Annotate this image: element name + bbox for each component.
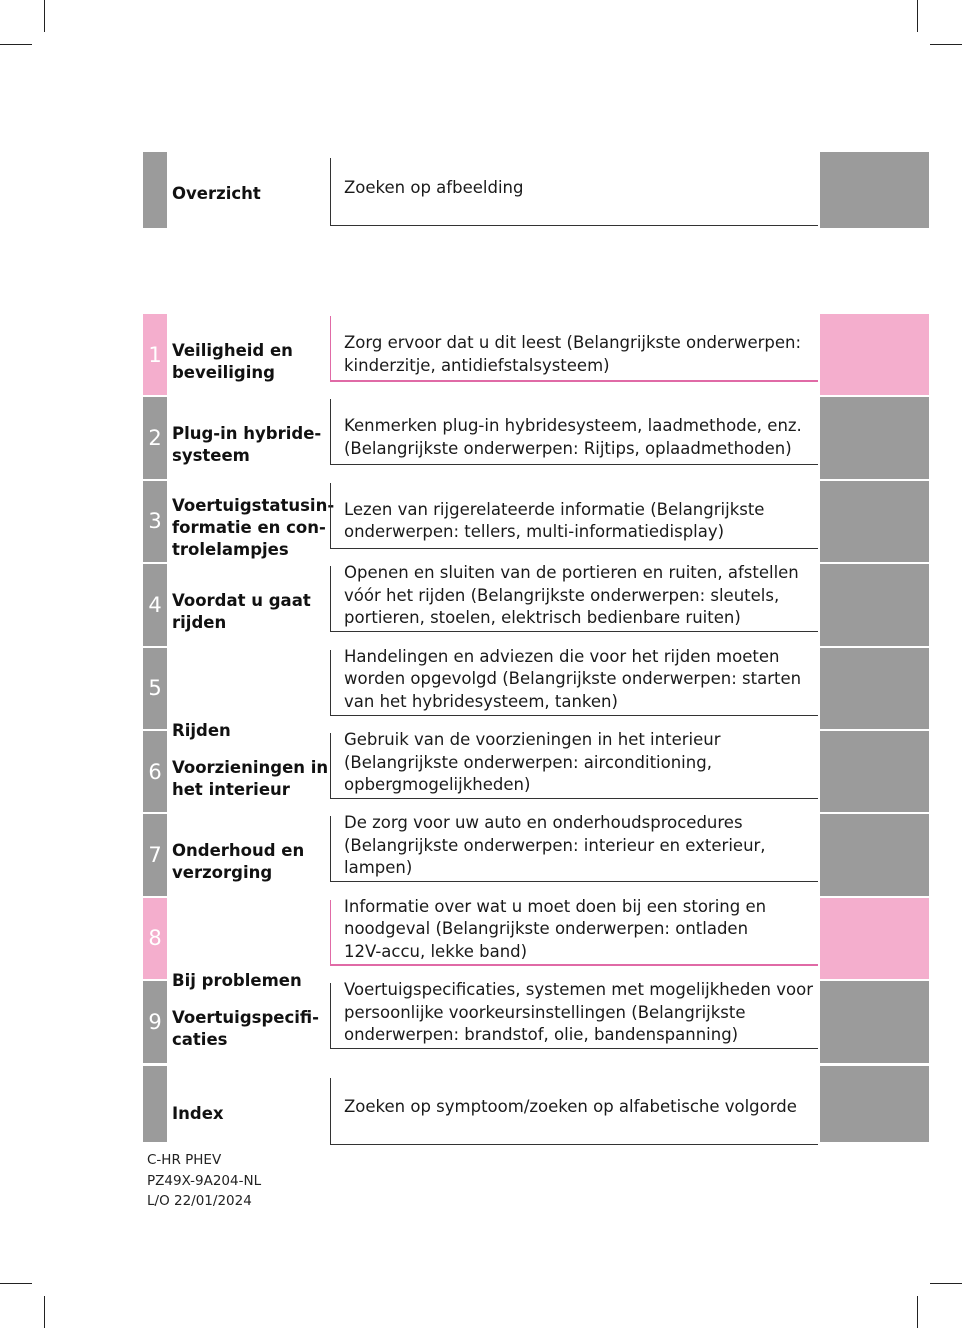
chapter-number: 8 [148,926,162,951]
chapter-tab [143,731,167,812]
chapter-number: 2 [148,426,162,451]
chapter-title-line: Onderhoud en [172,841,305,861]
chapter-title-line: Bij problemen [172,970,302,990]
crop-mark [0,44,32,45]
chapter-title [172,1007,330,1051]
chapter-number: 6 [148,759,162,784]
chapter-description-line: Handelingen en adviezen die voor het rijden moeten [344,646,780,666]
chapter-number: 4 [148,592,162,617]
chapter-description [344,646,814,714]
chapter-description-line: Kenmerken plug-in hybridesysteem, laadmethode, enz. [344,416,802,436]
chapter-thumb-tab [820,564,929,645]
chapter-description [344,896,814,964]
chapter-description-line: onderwerpen: tellers, multi-informatiedisplay) [344,522,725,542]
chapter-description [344,415,814,460]
chapter-thumb-tab [820,648,929,729]
index-thumb-tab [820,1066,929,1142]
chapter-title [172,970,330,992]
chapter-number: 5 [148,676,162,701]
chapter-description-line: Zorg ervoor dat u dit leest (Belangrijkste onderwerpen: [344,333,802,352]
chapter-number: 7 [148,843,162,868]
chapter-tab [143,481,167,562]
chapter-title [172,757,330,801]
chapter-number: 1 [148,342,162,367]
chapter-description-line: 12V-accu, lekke band) [344,941,528,961]
chapter-thumb-tab [820,731,929,812]
crop-mark [917,1296,918,1328]
chapter-title [172,340,330,384]
index-tab [143,1066,167,1142]
chapter-description [344,499,814,544]
crop-mark [44,1296,45,1328]
chapter-description-line: Gebruik van de voorzieningen in het interieur [344,730,721,749]
chapter-thumb-tab [820,314,929,395]
chapter-description-line: vóór het rijden (Belangrijkste onderwerpen: sleutels, [344,585,780,605]
chapter-description-line: (Belangrijkste onderwerpen: interieur en exterieur, [344,835,766,855]
crop-mark [0,1283,32,1284]
chapter-description-line: Lezen van rijgerelateerde informatie (Belangrijkste [344,499,765,519]
chapter-tab [143,648,167,729]
crop-mark [917,0,918,32]
chapter-title-line: rijden [172,613,227,633]
chapter-title-line: Voordat u gaat [172,591,311,611]
chapter-description [344,562,814,630]
chapter-title [172,840,330,884]
chapter-title-line: het interieur [172,780,290,799]
chapter-description [344,812,814,880]
crop-mark [930,1283,962,1284]
chapter-description-line: worden opgevolgd (Belangrijkste onderwerpen: starten [344,669,802,689]
chapter-title-line: Voertuigstatusin- [172,495,335,515]
chapter-thumb-tab [820,898,929,979]
chapter-title-line: Voertuigspecifi- [172,1008,319,1028]
chapter-title-line: Veiligheid en [172,341,293,360]
chapter-title [172,720,330,742]
chapter-thumb-tab [820,981,929,1062]
chapter-description-line: van het hybridesysteem, tanken) [344,691,618,711]
chapter-title-line: formatie en con- [172,517,326,537]
chapter-tab [143,564,167,645]
footer-date: L/O 22/01/2024 [147,1193,252,1209]
chapter-tab [143,898,167,979]
chapter-title-line: Rijden [172,720,231,740]
index-description: Zoeken op symptoom/zoeken op alfabetische volgorde [344,1097,797,1116]
chapter-description-line: portieren, stoelen, elektrisch bedienbare ruiten) [344,608,741,628]
chapter-tab [143,314,167,395]
chapter-title [172,590,330,634]
footer-model: C-HR PHEV [147,1152,222,1168]
chapter-number: 9 [148,1009,162,1034]
chapter-tab [143,814,167,895]
index-title: Index [172,1104,224,1123]
chapter-description-line: (Belangrijkste onderwerpen: Rijtips, oplaadmethoden) [344,438,792,458]
chapter-thumb-tab [820,814,929,895]
overview-thumb-tab [820,152,929,228]
chapter-description-line: onderwerpen: brandstof, olie, bandenspanning) [344,1025,739,1045]
chapter-description-line: noodgeval (Belangrijkste onderwerpen: ontladen [344,919,749,939]
chapter-title-line: Voorzieningen in [172,758,329,777]
footer [147,1150,261,1212]
chapter-title-line: trolelampjes [172,539,289,559]
chapter-description-line: (Belangrijkste onderwerpen: airconditioning, [344,752,712,772]
chapter-title-line: Plug-in hybride- [172,424,322,444]
chapter-description [344,332,814,377]
chapter-number: 3 [148,509,162,534]
chapter-description-line: De zorg voor uw auto en onderhoudsprocedures [344,813,743,833]
chapter-title-line: beveiliging [172,363,275,382]
chapter-description-line: opbergmogelijkheden) [344,775,531,794]
chapter-description [344,979,814,1047]
crop-mark [44,0,45,32]
chapter-thumb-tab [820,481,929,562]
chapter-description-line: Informatie over wat u moet doen bij een storing en [344,896,767,916]
chapter-description-line: Openen en sluiten van de portieren en ruiten, afstellen [344,563,799,583]
overview-title: Overzicht [172,184,261,203]
chapter-title-line: caties [172,1030,228,1050]
chapter-description-line: kinderzitje, antidiefstalsysteem) [344,355,610,375]
chapter-tab [143,981,167,1062]
overview-tab [143,152,167,228]
chapter-title [172,423,330,467]
overview-description: Zoeken op afbeelding [344,178,524,197]
chapter-description-line: persoonlijke voorkeursinstellingen (Belangrijkste [344,1002,746,1022]
footer-code: PZ49X-9A204-NL [147,1172,262,1189]
chapter-description-line: Voertuigspecificaties, systemen met mogelijkheden voor [344,980,813,1000]
chapter-thumb-tab [820,397,929,478]
chapter-tab [143,397,167,478]
chapter-description [344,729,814,797]
chapter-title-line: verzorging [172,863,273,883]
chapter-title [172,495,335,561]
chapter-title-line: systeem [172,446,250,466]
crop-mark [930,44,962,45]
chapter-description-line: lampen) [344,858,413,878]
